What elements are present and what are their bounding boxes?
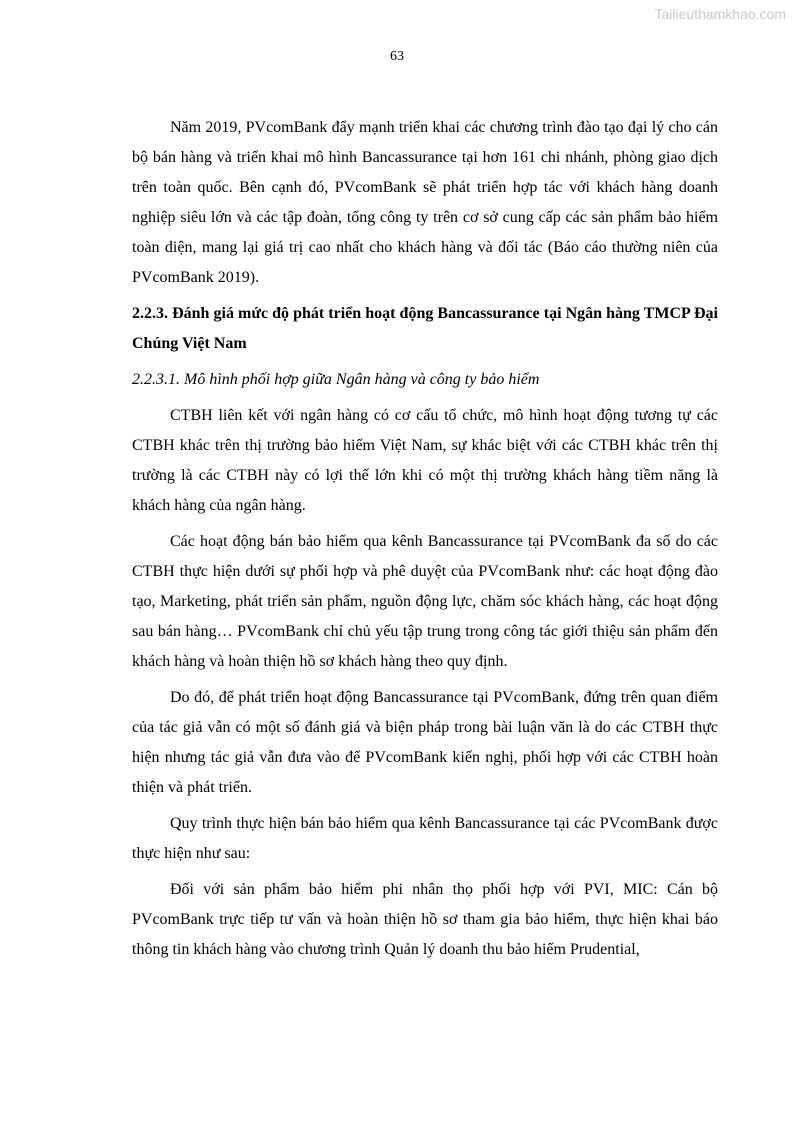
subsection-heading: 2.2.3.1. Mô hình phối hợp giữa Ngân hàng và công ty bảo hiểm: [132, 371, 540, 388]
paragraph-5: Quy trình thực hiện bán bảo hiểm qua kênh Bancassurance tại các PVcomBank được thực hiện như sau:: [132, 815, 718, 862]
section-heading: 2.2.3. Đánh giá mức độ phát triển hoạt động Bancassurance tại Ngân hàng TMCP Đại Chúng Việt Nam: [132, 305, 718, 352]
paragraph-1: Năm 2019, PVcomBank đẩy mạnh triển khai các chương trình đào tạo đại lý cho cán bộ bán hàng và triển khai mô hình Bancassurance tại hơn 161 chi nhánh, phòng giao dịch trên toàn quốc. Bên cạnh đó, PVcomBank sẽ phát triển hợp tác với khách hàng doanh nghiệp siêu lớn và các tập đoàn, tổng công ty trên cơ sở cung cấp các sản phẩm bảo hiểm toàn diện, mang lại giá trị cao nhất cho khách hàng và đối tác (Báo cáo thường niên của PVcomBank 2019).: [132, 119, 718, 286]
document-body: [132, 113, 718, 971]
paragraph-6: Đối với sản phẩm bảo hiểm phi nhân thọ phối hợp với PVI, MIC: Cán bộ PVcomBank trực tiếp tư vấn và hoàn thiện hồ sơ tham gia bảo hiểm, thực hiện khai báo thông tin khách hàng vào chương trình Quản lý doanh thu bảo hiểm Prudential,: [132, 881, 718, 958]
watermark: Tailieuthamkhao.com: [654, 6, 786, 22]
paragraph-4: Do đó, để phát triển hoạt động Bancassurance tại PVcomBank, đứng trên quan điểm của tác giả vẫn có một số đánh giá và biện pháp trong bài luận văn là do các CTBH thực hiện nhưng tác giả vẫn đưa vào để PVcomBank kiến nghị, phối hợp với các CTBH hoàn thiện và phát triển.: [132, 689, 718, 796]
paragraph-3: Các hoạt động bán bảo hiểm qua kênh Bancassurance tại PVcomBank đa số do các CTBH thực hiện dưới sự phối hợp và phê duyệt của PVcomBank như: các hoạt động đào tạo, Marketing, phát triển sản phẩm, nguồn động lực, chăm sóc khách hàng, các hoạt động sau bán hàng… PVcomBank chỉ chủ yếu tập trung trong công tác giới thiệu sản phẩm đến khách hàng và hoàn thiện hồ sơ khách hàng theo quy định.: [132, 533, 718, 670]
paragraph-2: CTBH liên kết với ngân hàng có cơ cấu tổ chức, mô hình hoạt động tương tự các CTBH khác trên thị trường bảo hiểm Việt Nam, sự khác biệt với các CTBH khác trên thị trường là các CTBH này có lợi thế lớn khi có một thị trường khách hàng tiềm năng là khách hàng của ngân hàng.: [132, 407, 718, 514]
page-number: 63: [390, 49, 404, 64]
